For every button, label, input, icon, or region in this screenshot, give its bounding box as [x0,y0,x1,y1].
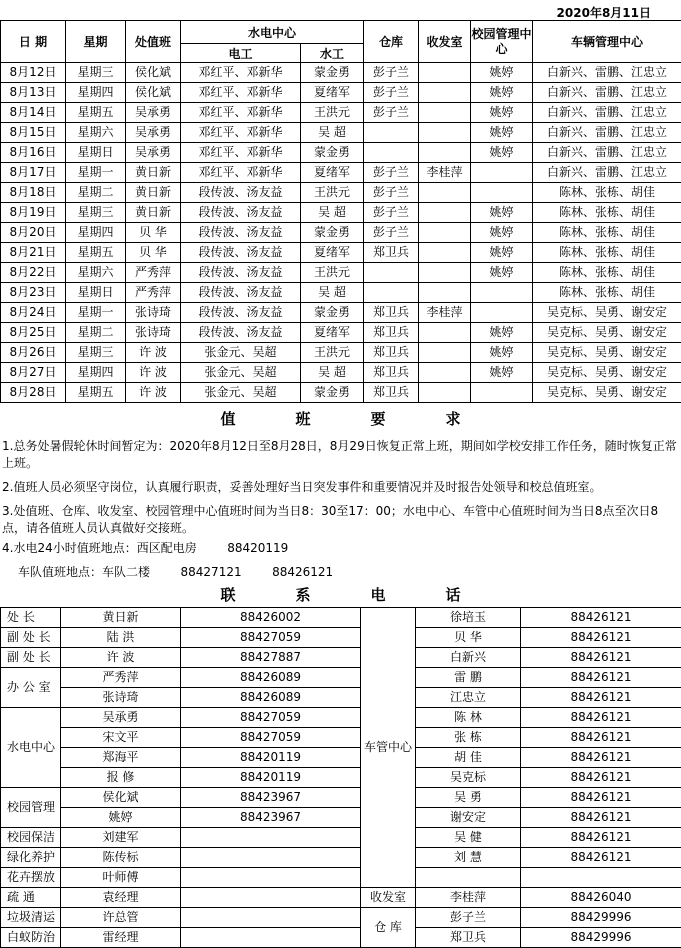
contact-phone-right: 88426121 [521,728,681,748]
cell-electric: 邓红平、邓新华 [181,163,301,183]
cell-warehouse: 郑卫兵 [364,343,419,363]
cell-duty: 吴承勇 [126,123,181,143]
cell-mailroom [419,63,471,83]
cell-electric: 段传波、汤友益 [181,323,301,343]
contact-phone-right: 88426121 [521,708,681,728]
cell-vehicle: 陈林、张栋、胡佳 [533,283,681,303]
note-3: 3.处值班、仓库、收发室、校园管理中心值班时间为当日8：30至17：00；水电中心、车管中心值班时间为当日8点至次日8点，请各值班人员认真做好交接班。 [2,503,677,537]
contact-row [1,888,681,908]
cell-duty: 严秀萍 [126,283,181,303]
cell-warehouse [364,123,419,143]
contact-phone: 88427059 [181,628,361,648]
contact-name: 侯化斌 [61,788,181,808]
cell-mailroom [419,223,471,243]
contact-dept: 处 长 [1,608,61,628]
cell-weekday: 星期五 [66,383,126,403]
cell-weekday: 星期日 [66,283,126,303]
cell-mailroom: 李桂萍 [419,303,471,323]
schedule-row [1,363,681,383]
contact-name-right: 谢安定 [416,808,521,828]
cell-weekday: 星期六 [66,263,126,283]
cell-mailroom [419,363,471,383]
schedule-row [1,163,681,183]
contact-dept: 水电中心 [1,708,61,788]
contact-name: 郑海平 [61,748,181,768]
cell-vehicle: 白新兴、雷鹏、江忠立 [533,63,681,83]
contact-name: 雷经理 [61,928,181,948]
contact-name: 宋文平 [61,728,181,748]
cell-campus: 姚婷 [471,323,533,343]
schedule-row [1,303,681,323]
cell-campus [471,283,533,303]
cell-date: 8月19日 [1,203,66,223]
contact-name-right: 徐培玉 [416,608,521,628]
cell-duty: 侯化斌 [126,63,181,83]
cell-plumber: 夏绪军 [301,243,364,263]
cell-plumber: 夏绪军 [301,83,364,103]
contact-row [1,848,681,868]
contact-row [1,868,681,888]
cell-warehouse [364,143,419,163]
contact-phone-right: 88426121 [521,688,681,708]
cell-plumber: 蒙金勇 [301,63,364,83]
cell-date: 8月24日 [1,303,66,323]
cell-warehouse: 彭子兰 [364,183,419,203]
contact-row [1,828,681,848]
contact-name: 陆 洪 [61,628,181,648]
contact-name-right: 江忠立 [416,688,521,708]
header-hydro: 水电中心 [181,21,364,44]
contact-row [1,708,681,728]
cell-mailroom [419,243,471,263]
cell-vehicle: 吴克标、吴勇、谢安定 [533,383,681,403]
cell-plumber: 吴 超 [301,363,364,383]
cell-warehouse: 彭子兰 [364,63,419,83]
cell-plumber: 蒙金勇 [301,383,364,403]
contact-phone [181,868,361,888]
cell-warehouse: 彭子兰 [364,83,419,103]
schedule-row [1,283,681,303]
cell-electric: 段传波、汤友益 [181,263,301,283]
cell-weekday: 星期三 [66,343,126,363]
cell-duty: 黄日新 [126,203,181,223]
cell-weekday: 星期五 [66,103,126,123]
cell-warehouse: 郑卫兵 [364,363,419,383]
cell-plumber: 王洪元 [301,183,364,203]
cell-duty: 黄日新 [126,163,181,183]
cell-duty: 黄日新 [126,183,181,203]
cell-date: 8月14日 [1,103,66,123]
contact-phone-right: 88426121 [521,788,681,808]
contact-phone: 88427059 [181,728,361,748]
cell-weekday: 星期日 [66,143,126,163]
contact-row [1,748,681,768]
duty-schedule-table [0,20,681,403]
contact-name: 许 波 [61,648,181,668]
cell-duty: 贝 华 [126,223,181,243]
cell-weekday: 星期三 [66,63,126,83]
dept-warehouse: 仓 库 [361,908,416,948]
cell-plumber: 王洪元 [301,103,364,123]
cell-vehicle: 陈林、张栋、胡佳 [533,243,681,263]
contact-name-right: 张 栋 [416,728,521,748]
contact-name: 袁经理 [61,888,181,908]
cell-warehouse [364,263,419,283]
schedule-row [1,383,681,403]
contact-name: 严秀萍 [61,668,181,688]
contact-name: 陈传标 [61,848,181,868]
cell-electric: 段传波、汤友益 [181,243,301,263]
contact-phone: 88420119 [181,748,361,768]
contact-name: 吴承勇 [61,708,181,728]
dept-vehicle: 车管中心 [361,608,416,888]
cell-vehicle: 白新兴、雷鹏、江忠立 [533,163,681,183]
cell-plumber: 蒙金勇 [301,143,364,163]
contact-phone [181,888,361,908]
header-vehicle: 车辆管理中心 [533,21,681,63]
cell-warehouse: 郑卫兵 [364,383,419,403]
cell-warehouse: 彭子兰 [364,223,419,243]
contact-phone-right: 88426121 [521,668,681,688]
cell-plumber: 吴 超 [301,283,364,303]
contacts-table [0,607,681,948]
cell-electric: 段传波、汤友益 [181,183,301,203]
cell-warehouse: 郑卫兵 [364,243,419,263]
contact-phone [181,848,361,868]
contact-row [1,788,681,808]
cell-mailroom [419,183,471,203]
cell-date: 8月22日 [1,263,66,283]
cell-vehicle: 陈林、张栋、胡佳 [533,183,681,203]
header-mailroom: 收发室 [419,21,471,63]
cell-vehicle: 白新兴、雷鹏、江忠立 [533,103,681,123]
cell-campus: 姚婷 [471,343,533,363]
cell-campus [471,183,533,203]
contact-name-right: 胡 佳 [416,748,521,768]
cell-weekday: 星期四 [66,223,126,243]
contact-dept: 疏 通 [1,888,61,908]
note-1: 1.总务处暑假轮休时间暂定为：2020年8月12日至8月28日，8月29日恢复正常上班，期间如学校安排工作任务，随时恢复正常上班。 [2,438,677,472]
contact-name: 张诗琦 [61,688,181,708]
cell-mailroom [419,123,471,143]
cell-electric: 邓红平、邓新华 [181,83,301,103]
requirements-heading: 值班要求 [0,408,681,429]
cell-vehicle: 白新兴、雷鹏、江忠立 [533,83,681,103]
contact-phone: 88423967 [181,808,361,828]
contact-name-right: 李桂萍 [416,888,521,908]
header-plumber: 水工 [301,44,364,63]
cell-date: 8月26日 [1,343,66,363]
contact-phone [181,828,361,848]
contact-name-right: 贝 华 [416,628,521,648]
contact-name: 姚婷 [61,808,181,828]
contact-phone-right [521,868,681,888]
contacts-heading: 联系电话 [0,584,681,605]
contact-name-right: 白新兴 [416,648,521,668]
contact-dept: 校园保洁 [1,828,61,848]
contact-phone: 88426089 [181,688,361,708]
contact-name-right: 吴克标 [416,768,521,788]
cell-electric: 段传波、汤友益 [181,283,301,303]
cell-plumber: 吴 超 [301,123,364,143]
contact-name-right: 雷 鹏 [416,668,521,688]
cell-weekday: 星期二 [66,183,126,203]
contact-row [1,768,681,788]
cell-duty: 张诗琦 [126,323,181,343]
cell-plumber: 蒙金勇 [301,303,364,323]
header-campus: 校园管理中心 [471,21,533,63]
cell-campus [471,303,533,323]
cell-mailroom [419,283,471,303]
cell-duty: 许 波 [126,363,181,383]
header-date: 日 期 [1,21,66,63]
cell-date: 8月16日 [1,143,66,163]
cell-electric: 邓红平、邓新华 [181,143,301,163]
contact-dept: 办 公 室 [1,668,61,708]
contact-phone-right: 88426121 [521,828,681,848]
cell-electric: 张金元、吴超 [181,363,301,383]
contact-row [1,628,681,648]
cell-plumber: 吴 超 [301,203,364,223]
contact-dept: 垃圾清运 [1,908,61,928]
header-duty: 处值班 [126,21,181,63]
cell-electric: 段传波、汤友益 [181,303,301,323]
contact-dept: 花卉摆放 [1,868,61,888]
cell-weekday: 星期三 [66,203,126,223]
header-electric: 电工 [181,44,301,63]
schedule-row [1,143,681,163]
contact-phone-right: 88426121 [521,808,681,828]
cell-duty: 贝 华 [126,243,181,263]
cell-campus: 姚婷 [471,243,533,263]
cell-mailroom [419,383,471,403]
contact-phone: 88426089 [181,668,361,688]
contact-phone: 88423967 [181,788,361,808]
contact-name: 叶师傅 [61,868,181,888]
cell-warehouse: 郑卫兵 [364,303,419,323]
cell-campus: 姚婷 [471,103,533,123]
cell-weekday: 星期一 [66,303,126,323]
contact-dept: 绿化养护 [1,848,61,868]
cell-warehouse [364,283,419,303]
cell-vehicle: 吴克标、吴勇、谢安定 [533,343,681,363]
schedule-row [1,183,681,203]
cell-weekday: 星期六 [66,123,126,143]
header-warehouse: 仓库 [364,21,419,63]
schedule-row [1,223,681,243]
cell-campus: 姚婷 [471,203,533,223]
cell-campus: 姚婷 [471,263,533,283]
contact-phone: 88427059 [181,708,361,728]
contact-row [1,648,681,668]
contact-name: 报 修 [61,768,181,788]
cell-date: 8月20日 [1,223,66,243]
dept-mailroom: 收发室 [361,888,416,908]
contact-name-right: 彭子兰 [416,908,521,928]
contact-row [1,688,681,708]
contact-phone: 88427887 [181,648,361,668]
cell-weekday: 星期二 [66,323,126,343]
cell-date: 8月25日 [1,323,66,343]
cell-electric: 张金元、吴超 [181,343,301,363]
cell-mailroom [419,103,471,123]
contact-row [1,668,681,688]
contact-row [1,928,681,948]
contact-dept: 校园管理 [1,788,61,828]
cell-electric: 邓红平、邓新华 [181,103,301,123]
contacts-body [1,608,681,948]
cell-campus [471,163,533,183]
cell-plumber: 王洪元 [301,263,364,283]
cell-campus: 姚婷 [471,63,533,83]
cell-warehouse: 彭子兰 [364,163,419,183]
cell-campus [471,383,533,403]
contact-phone: 88426002 [181,608,361,628]
cell-weekday: 星期四 [66,363,126,383]
schedule-row [1,103,681,123]
cell-duty: 侯化斌 [126,83,181,103]
schedule-row [1,343,681,363]
contact-row [1,808,681,828]
cell-duty: 吴承勇 [126,103,181,123]
cell-vehicle: 陈林、张栋、胡佳 [533,223,681,243]
contact-dept: 白蚁防治 [1,928,61,948]
cell-mailroom [419,203,471,223]
cell-duty: 严秀萍 [126,263,181,283]
cell-mailroom [419,343,471,363]
contact-dept: 副 处 长 [1,628,61,648]
cell-campus: 姚婷 [471,223,533,243]
contact-phone-right: 88426121 [521,848,681,868]
cell-date: 8月28日 [1,383,66,403]
cell-date: 8月23日 [1,283,66,303]
schedule-row [1,323,681,343]
note-2: 2.值班人员必须坚守岗位，认真履行职责，妥善处理好当日突发事件和重要情况并及时报告处领导和校总值班室。 [2,479,677,496]
header-weekday: 星期 [66,21,126,63]
cell-campus: 姚婷 [471,143,533,163]
contact-phone [181,928,361,948]
cell-electric: 段传波、汤友益 [181,223,301,243]
cell-mailroom [419,323,471,343]
contact-name-right [416,868,521,888]
cell-vehicle: 吴克标、吴勇、谢安定 [533,323,681,343]
contact-phone: 88420119 [181,768,361,788]
cell-electric: 邓红平、邓新华 [181,123,301,143]
cell-date: 8月17日 [1,163,66,183]
cell-campus: 姚婷 [471,123,533,143]
contact-name-right: 陈 林 [416,708,521,728]
contact-phone-right: 88426121 [521,608,681,628]
cell-date: 8月13日 [1,83,66,103]
contact-name: 刘建军 [61,828,181,848]
cell-plumber: 夏绪军 [301,323,364,343]
cell-vehicle: 白新兴、雷鹏、江忠立 [533,123,681,143]
schedule-row [1,243,681,263]
note-5: 车队值班地点：车队二楼 88427121 88426121 [18,564,681,581]
cell-plumber: 夏绪军 [301,163,364,183]
cell-warehouse: 彭子兰 [364,103,419,123]
cell-weekday: 星期四 [66,83,126,103]
contact-phone [181,908,361,928]
cell-date: 8月12日 [1,63,66,83]
cell-duty: 许 波 [126,343,181,363]
contact-phone-right: 88426121 [521,748,681,768]
cell-mailroom [419,143,471,163]
cell-vehicle: 陈林、张栋、胡佳 [533,263,681,283]
cell-vehicle: 吴克标、吴勇、谢安定 [533,363,681,383]
cell-duty: 许 波 [126,383,181,403]
schedule-row [1,123,681,143]
schedule-row [1,83,681,103]
cell-weekday: 星期一 [66,163,126,183]
contact-phone-right: 88426121 [521,628,681,648]
contact-phone-right: 88426121 [521,648,681,668]
cell-plumber: 王洪元 [301,343,364,363]
contact-dept: 副 处 长 [1,648,61,668]
cell-electric: 邓红平、邓新华 [181,63,301,83]
cell-mailroom: 李桂萍 [419,163,471,183]
document-date: 2020年8月11日 [557,4,651,21]
contact-name-right: 吴 健 [416,828,521,848]
cell-date: 8月18日 [1,183,66,203]
duty-requirements [0,405,681,581]
contact-phone-right: 88429996 [521,908,681,928]
contact-name-right: 刘 慧 [416,848,521,868]
cell-electric: 段传波、汤友益 [181,203,301,223]
note-4: 4.水电24小时值班地点：西区配电房 88420119 [2,540,677,557]
cell-vehicle: 陈林、张栋、胡佳 [533,203,681,223]
cell-weekday: 星期五 [66,243,126,263]
contact-phone-right: 88429996 [521,928,681,948]
cell-vehicle: 吴克标、吴勇、谢安定 [533,303,681,323]
contact-row [1,908,681,928]
contact-name: 黄日新 [61,608,181,628]
contact-phone-right: 88426121 [521,768,681,788]
cell-electric: 张金元、吴超 [181,383,301,403]
cell-campus: 姚婷 [471,83,533,103]
schedule-body [1,63,681,403]
schedule-row [1,203,681,223]
cell-warehouse: 郑卫兵 [364,323,419,343]
cell-warehouse: 彭子兰 [364,203,419,223]
cell-date: 8月27日 [1,363,66,383]
cell-date: 8月21日 [1,243,66,263]
cell-vehicle: 白新兴、雷鹏、江忠立 [533,143,681,163]
contact-row [1,608,681,628]
cell-duty: 吴承勇 [126,143,181,163]
contact-name-right: 郑卫兵 [416,928,521,948]
cell-plumber: 蒙金勇 [301,223,364,243]
contact-row [1,728,681,748]
contact-name-right: 吴 勇 [416,788,521,808]
contact-phone-right: 88426040 [521,888,681,908]
cell-campus: 姚婷 [471,363,533,383]
contact-name: 许总管 [61,908,181,928]
cell-mailroom [419,83,471,103]
schedule-row [1,263,681,283]
cell-duty: 张诗琦 [126,303,181,323]
cell-mailroom [419,263,471,283]
schedule-row [1,63,681,83]
cell-date: 8月15日 [1,123,66,143]
